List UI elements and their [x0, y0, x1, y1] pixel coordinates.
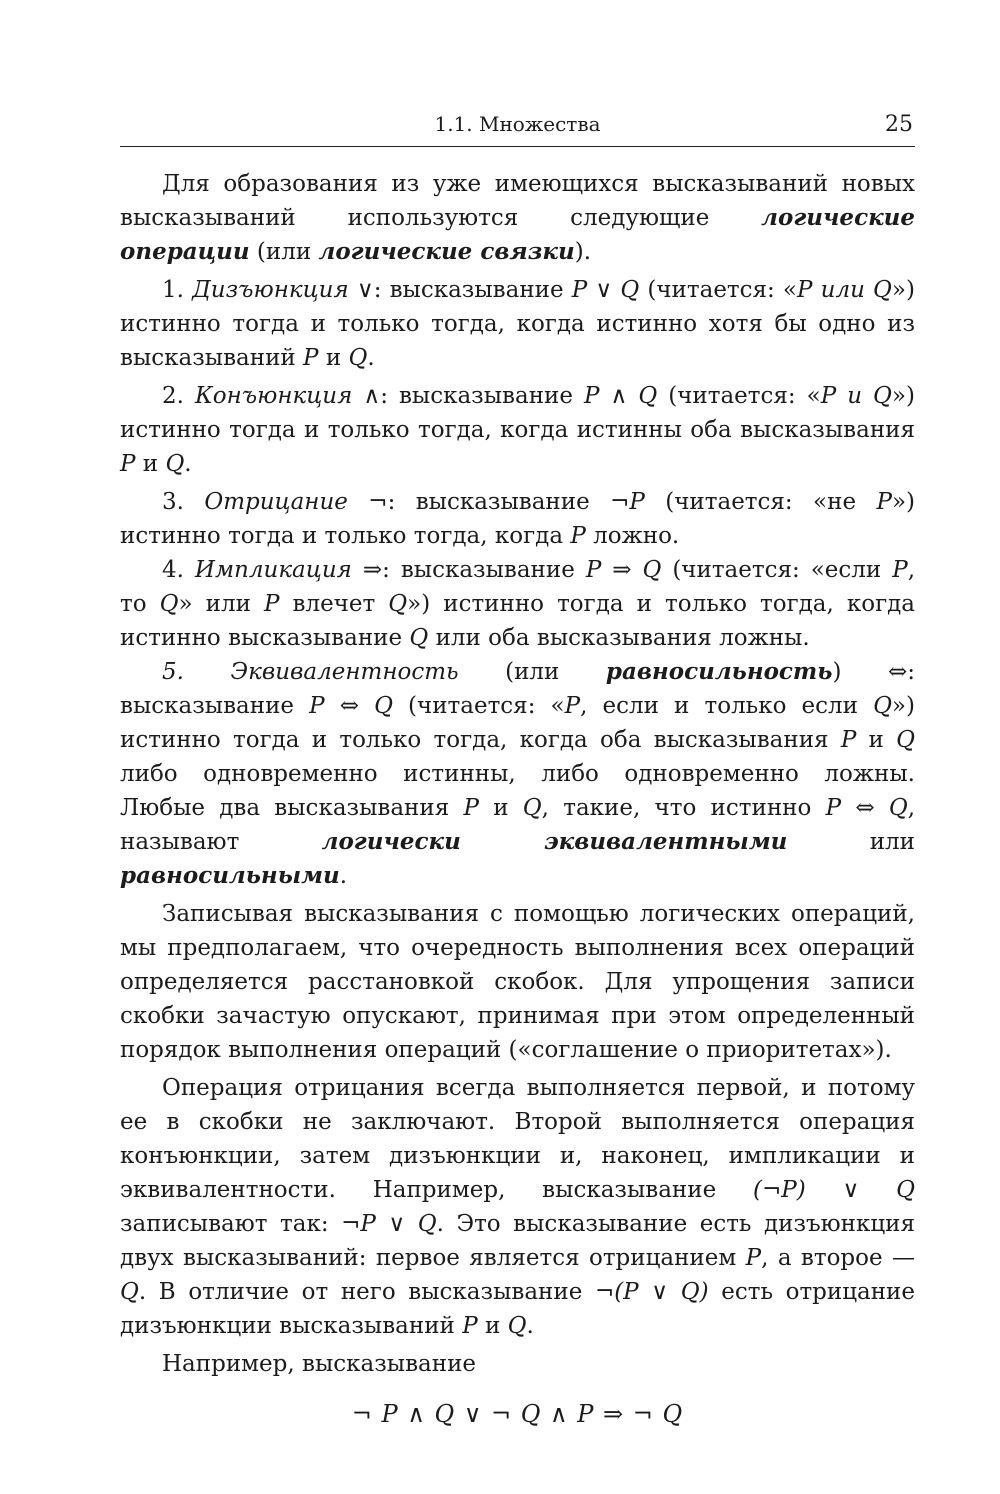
implication-paragraph: 4. Импликация ⇒: высказывание P ⇒ Q (читается: «если P, то Q» или P влечет Q») истинно тогда и только тогда, когда истинно высказывание Q или оба высказывания ложны. — [120, 557, 916, 651]
conjunction-paragraph: 2. Конъюнкция ∧: высказывание P ∧ Q (читается: «P и Q») истинно тогда и только тогда, когда истинны оба высказывания P и Q. — [120, 383, 915, 477]
term-disjunction: Дизъюнкция — [192, 277, 349, 303]
term-conjunction: Конъюнкция — [194, 383, 353, 409]
term-equipotence: равносильность — [605, 658, 833, 685]
disjunction-paragraph: 1. Дизъюнкция ∨: высказывание P ∨ Q (читается: «P или Q») истинно тогда и только тогда, когда истинно хотя бы одно из высказываний P и Q. — [120, 277, 915, 371]
page-body — [120, 167, 915, 1435]
example-paragraph: Например, высказывание — [162, 1351, 477, 1377]
term-logical-connectives: логические связки — [318, 238, 575, 265]
term-logical-operations: логические операции — [120, 204, 915, 265]
term-implication: Импликация — [194, 557, 352, 583]
negation-paragraph: 3. Отрицание ¬: высказывание ¬P (читается: «не P») истинно тогда и только тогда, когда P ложно. — [120, 489, 915, 549]
term-negation: Отрицание — [204, 489, 348, 515]
operation-order-paragraph: Операция отрицания всегда выполняется первой, и потому ее в скобки не заключают. Второй выполняется операция конъюнкции, затем дизъюнкции и, наконец, импликации и эквивалентности. Например, высказывание (¬P) ∨ Q записывают так: ¬P ∨ Q. Это высказывание есть дизъюнкция двух высказываний: первое является отрицанием P, а второе — Q. В отличие от него высказывание ¬(P ∨ Q) есть отрицание дизъюнкции высказываний P и Q. — [120, 1075, 916, 1339]
priority-paragraph: Записывая высказывания с помощью логических операций, мы предполагаем, что очередность выполнения всех операций определяется расстановкой скобок. Для упрощения записи скобки зачастую опускают, принимая при этом определенный порядок выполнения операций («соглашение о приоритетах»). — [120, 901, 915, 1063]
equivalence-paragraph: 5. Эквивалентность (или равносильность) ⇔: высказывание P ⇔ Q (читается: «P, если и только если Q») истинно тогда и только тогда, когда оба высказывания P и Q либо одновременно истинны, либо одновременно ложны. Любые два высказывания P и Q, такие, что истинно P ⇔ Q, называют логически эквивалентными или равносильными. — [120, 658, 916, 889]
term-equivalence: Эквивалентность — [230, 659, 459, 685]
page-header — [120, 112, 915, 147]
running-title: 1.1. Множества — [434, 112, 601, 136]
term-logically-equivalent: логически эквивалентными — [321, 828, 788, 855]
example-formula: ¬ P ∧ Q ∨ ¬ Q ∧ P ⇒ ¬ Q — [351, 1400, 684, 1428]
intro-paragraph: Для образования из уже имеющихся высказываний новых высказываний используются следующие логические операции (или логические связки). — [120, 171, 915, 265]
page-number: 25 — [885, 112, 913, 137]
term-equipotent: равносильными — [120, 862, 340, 889]
